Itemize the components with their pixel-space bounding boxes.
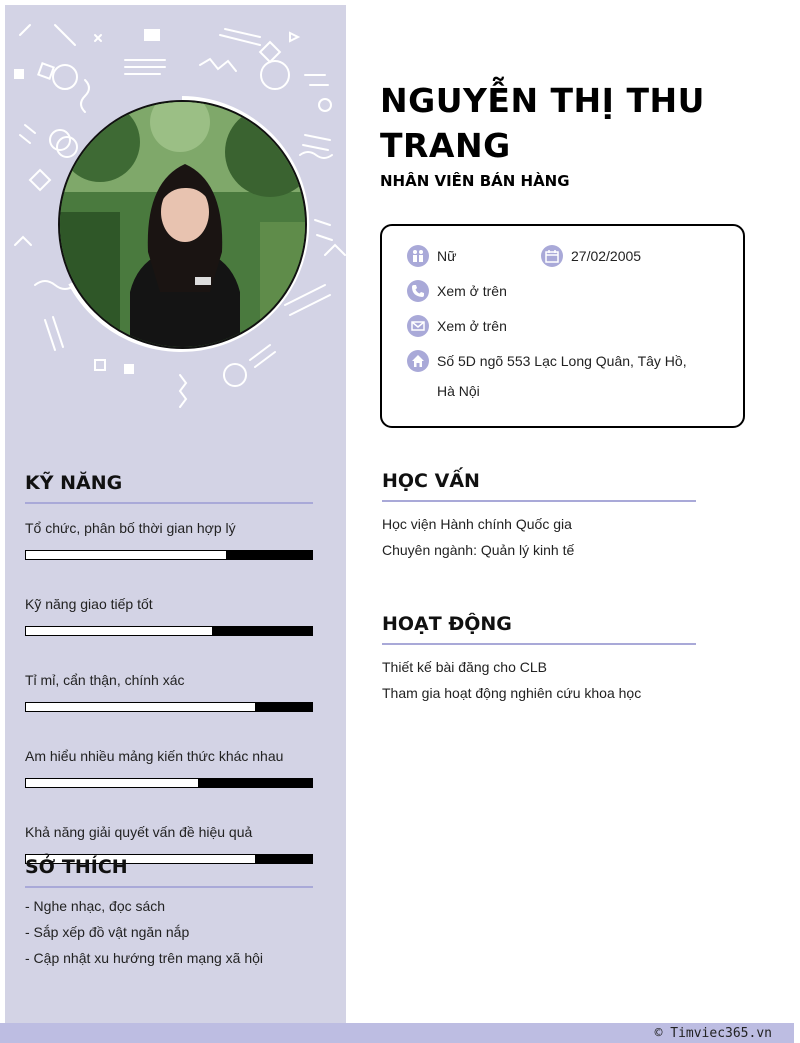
skill-fill xyxy=(26,779,198,787)
candidate-name: NGUYỄN THỊ THU TRANG xyxy=(380,81,705,165)
skill-item xyxy=(25,748,313,788)
skill-name: Tỉ mỉ, cẩn thận, chính xác xyxy=(25,672,185,688)
hobby-item: - Cập nhật xu hướng trên mạng xã hội xyxy=(25,950,264,966)
activity-line: Tham gia hoạt động nghiên cứu khoa học xyxy=(382,685,642,701)
education-title: HỌC VẤN xyxy=(382,470,696,502)
contact-box xyxy=(380,224,745,428)
email-row xyxy=(407,315,507,337)
hobby-item: - Nghe nhạc, đọc sách xyxy=(25,898,166,914)
phone-icon xyxy=(407,280,429,302)
profile-photo xyxy=(58,100,307,349)
home-icon xyxy=(407,350,429,372)
education-section xyxy=(382,470,696,559)
skill-bar xyxy=(25,550,313,560)
address-row xyxy=(407,350,707,406)
phone-row xyxy=(407,280,507,302)
copyright-text: © Timviec365.vn xyxy=(654,1026,772,1041)
gender-row xyxy=(407,245,456,267)
gender-value: Nữ xyxy=(437,248,457,264)
skill-fill xyxy=(26,627,212,635)
activities-section xyxy=(382,613,696,702)
address-value: Số 5D ngõ 553 Lạc Long Quân, Tây Hồ, Hà Nội xyxy=(437,353,687,399)
mail-icon xyxy=(407,315,429,337)
skills-title: KỸ NĂNG xyxy=(25,472,313,504)
skill-name: Kỹ năng giao tiếp tốt xyxy=(25,596,153,612)
education-line: Chuyên ngành: Quản lý kinh tế xyxy=(382,542,575,558)
skill-item xyxy=(25,596,313,636)
footer-bar xyxy=(0,1023,794,1043)
calendar-icon xyxy=(541,245,563,267)
phone-value: Xem ở trên xyxy=(437,283,507,299)
skill-name: Khả năng giải quyết vấn đề hiệu quả xyxy=(25,824,253,840)
skill-fill xyxy=(26,703,255,711)
gender-icon xyxy=(407,245,429,267)
sidebar xyxy=(5,5,346,1023)
activity-line: Thiết kế bài đăng cho CLB xyxy=(382,659,547,675)
skills-section xyxy=(25,472,313,864)
hobbies-section xyxy=(25,856,313,966)
activities-title: HOẠT ĐỘNG xyxy=(382,613,696,645)
hobby-item: - Sắp xếp đồ vật ngăn nắp xyxy=(25,924,190,940)
email-value: Xem ở trên xyxy=(437,318,507,334)
skill-item xyxy=(25,672,313,712)
skill-name: Am hiểu nhiều mảng kiến thức khác nhau xyxy=(25,748,284,764)
job-title: NHÂN VIÊN BÁN HÀNG xyxy=(380,172,570,190)
birthdate-value: 27/02/2005 xyxy=(571,248,642,264)
hobbies-title: SỞ THÍCH xyxy=(25,856,313,888)
birthdate-row xyxy=(541,245,641,267)
skill-bar xyxy=(25,778,313,788)
skill-bar xyxy=(25,702,313,712)
skill-fill xyxy=(26,551,226,559)
skill-name: Tổ chức, phân bố thời gian hợp lý xyxy=(25,520,236,536)
skill-item xyxy=(25,520,313,560)
skill-bar xyxy=(25,626,313,636)
education-line: Học viện Hành chính Quốc gia xyxy=(382,516,572,532)
